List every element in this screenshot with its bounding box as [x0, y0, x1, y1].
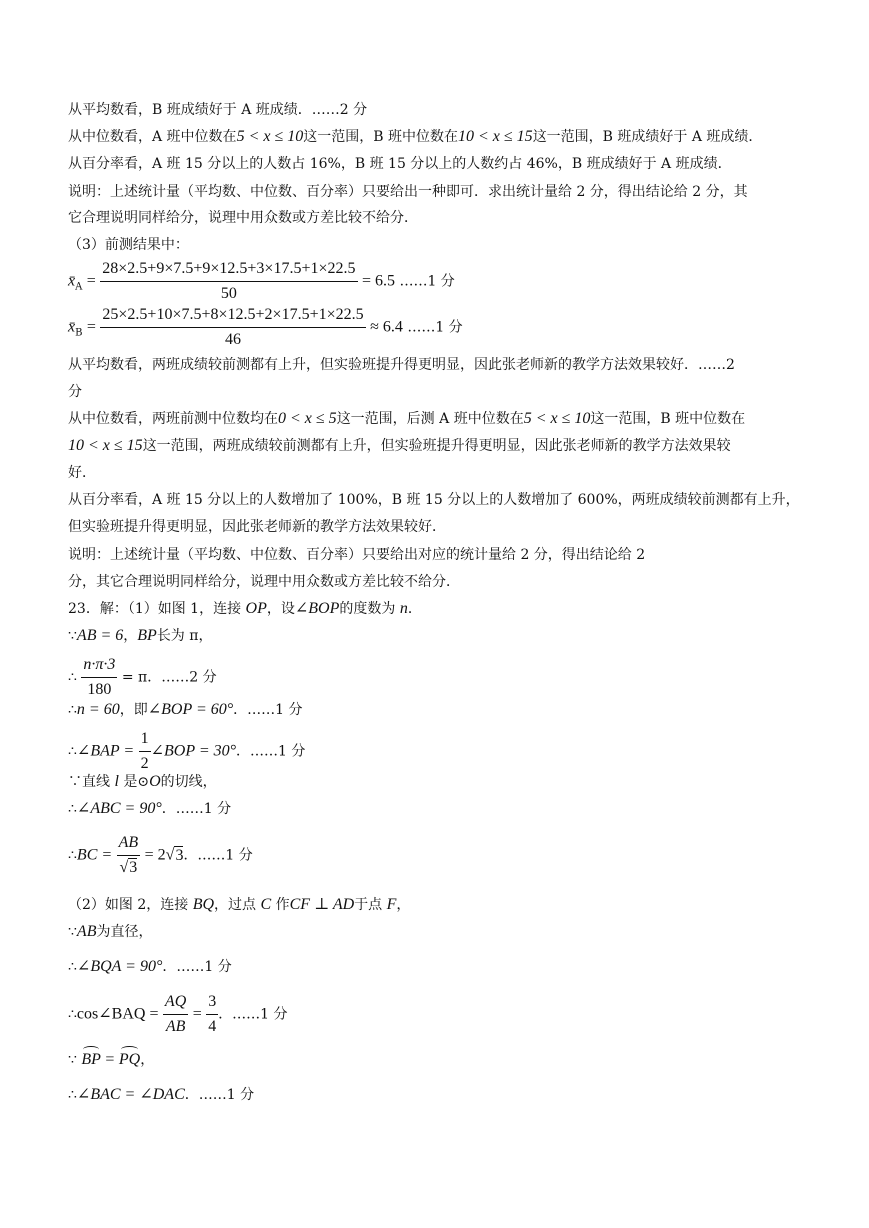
- text-segment: = π．……2 分: [121, 669, 217, 686]
- numerator: AQ: [163, 991, 188, 1015]
- text-line: 从平均数看，两班成绩较前测都有上升，但实验班提升得更明显，因此张老师新的教学方法效果较好．……2: [68, 357, 735, 373]
- text-segment: ．: [407, 601, 422, 617]
- math-expression: ∠BAC = ∠DAC: [76, 1086, 185, 1103]
- math-expression: C: [260, 896, 272, 913]
- math-expression: ∠BQA = 90°: [76, 958, 163, 975]
- because-symbol: ∵: [68, 628, 77, 644]
- text-segment: （2）如图 2，连接: [68, 897, 189, 913]
- numerator: n·π·3: [81, 654, 117, 678]
- text-segment: 这一范围，后测 A 班中位数在: [336, 411, 524, 427]
- text-line: 它合理说明同样给分，说理中用众数或方差比较不给分．: [68, 210, 418, 226]
- denominator: AB: [165, 1018, 186, 1035]
- math-expression: 10 < x ≤ 15: [68, 437, 143, 454]
- therefore-symbol: ∴: [68, 743, 77, 760]
- text-line: 但实验班提升得更明显，因此张老师新的教学方法效果较好．: [68, 519, 446, 535]
- math-expression: AB = 6: [76, 627, 124, 644]
- math-expression: l: [114, 773, 119, 790]
- denominator: 4: [208, 1018, 217, 1035]
- result: = 2: [144, 846, 166, 864]
- text-segment: ．……1 分: [233, 702, 303, 718]
- math-expression: ∠BOP = 60°: [147, 701, 234, 718]
- text-segment: ，: [123, 628, 138, 644]
- equals-sign: =: [105, 1051, 115, 1068]
- fraction: [163, 991, 188, 1038]
- text-line: [68, 128, 809, 146]
- arc-expression: PQ: [118, 1051, 141, 1068]
- text-line: 说明：上述统计量（平均数、中位数、百分率）只要给出对应的统计量给 2 分，得出结论给 2: [68, 547, 646, 563]
- numerator: 28×2.5+9×7.5+9×12.5+3×17.5+1×22.5: [100, 258, 357, 282]
- text-line: 分，其它合理说明同样给分，说理中用众数或方差比较不给分．: [68, 574, 460, 590]
- text-segment: ．……1 分: [218, 1006, 288, 1023]
- text-segment: 的切线，: [160, 774, 217, 790]
- question-23-heading: [68, 600, 809, 618]
- math-expression: O: [149, 773, 161, 790]
- result: ≈ 6.4: [370, 318, 403, 336]
- text-segment: 是⊙: [123, 774, 150, 790]
- text-segment: ．……1 分: [161, 801, 232, 817]
- text-segment: 从中位数看，两班前测中位数均在: [68, 411, 278, 427]
- therefore-symbol: ∴: [68, 801, 77, 817]
- denominator: 46: [225, 331, 242, 348]
- math-expression: n: [399, 600, 408, 617]
- math-expression: cos∠BAQ =: [76, 1005, 159, 1023]
- text-segment: 从中位数看，A 班中位数在: [68, 129, 237, 145]
- text-segment: ．……1 分: [184, 1087, 255, 1103]
- denominator: 3: [129, 859, 138, 876]
- text-segment: ，过点: [214, 897, 257, 913]
- mean-symbol: x̄: [68, 318, 76, 336]
- score-note: ……1 分: [407, 319, 463, 336]
- fraction: [206, 991, 218, 1038]
- numerator: 3: [206, 991, 218, 1015]
- text-line: 从百分率看，A 班 15 分以上的人数占 16%，B 班 15 分以上的人数约占 46%，B 班成绩好于 A 班成绩．: [68, 156, 732, 172]
- text-segment: ．……1 分: [162, 959, 232, 975]
- math-expression: ∠BAP =: [76, 742, 135, 760]
- text-line: 从百分率看，A 班 15 分以上的人数增加了 100%，B 班 15 分以上的人数增加了 600%，两班成绩较前测都有上升，: [68, 492, 800, 508]
- text-segment: ．……1 分: [183, 847, 253, 864]
- text-line: [68, 800, 809, 818]
- text-segment: ，: [140, 1052, 155, 1068]
- text-line: 好．: [68, 465, 96, 481]
- numerator: 1: [139, 728, 151, 752]
- text-segment: ，: [396, 897, 411, 913]
- text-segment: 这一范围，B 班成绩好于 A 班成绩．: [532, 129, 763, 145]
- text-segment: 长为 π，: [156, 628, 213, 644]
- score-note: ……1 分: [399, 273, 455, 290]
- formula-line: [68, 654, 809, 701]
- because-symbol: ∵: [68, 924, 77, 940]
- fraction: $\frac{AB}{√3}$: [118, 834, 139, 876]
- because-symbol: ∵: [68, 1052, 77, 1068]
- therefore-symbol: ∴: [68, 1006, 77, 1023]
- fraction: [100, 258, 357, 305]
- denominator: 180: [87, 681, 112, 698]
- text-line: [68, 773, 809, 791]
- math-expression: BC =: [76, 846, 113, 864]
- denominator: 50: [220, 285, 237, 302]
- text-line: 从平均数看，B 班成绩好于 A 班成绩．……2 分: [68, 102, 368, 118]
- therefore-symbol: ∴: [68, 847, 77, 864]
- text-line: [68, 923, 809, 941]
- mean-symbol: x̄: [68, 272, 76, 290]
- formula-mean-b: $x̄_B$ = $\frac{25\times 2.5+10\times 7.5+8\times 12.5+2\times 17.5+1\times 22.5}{46}$ ≈ 6.4 ……1 分: [68, 304, 809, 351]
- result: = 6.5: [361, 272, 395, 290]
- text-segment: 这一范围，B 班中位数在: [303, 129, 458, 145]
- therefore-symbol: ∴: [68, 959, 77, 975]
- text-line: [68, 410, 809, 428]
- text-line: 分: [68, 384, 82, 400]
- text-line: [68, 701, 809, 719]
- denominator: 2: [140, 755, 149, 772]
- text-line: [68, 627, 809, 645]
- text-segment: 23．解：（1）如图 1，连接: [68, 601, 242, 617]
- text-segment: ∵直线: [68, 774, 110, 790]
- math-expression: ∠BOP: [294, 600, 340, 617]
- subscript: B: [75, 327, 83, 339]
- text-line: 说明：上述统计量（平均数、中位数、百分率）只要给出一种即可．求出统计量给 2 分，得出结论给 2 分，其: [68, 184, 748, 200]
- text-segment: 的度数为: [339, 601, 396, 617]
- fraction: [81, 654, 117, 701]
- part-2-heading: [68, 896, 809, 914]
- math-expression: n = 60: [76, 701, 120, 718]
- math-expression: CF ⊥ AD: [289, 896, 355, 913]
- math-expression: 5 < x ≤ 10: [236, 128, 304, 145]
- formula-line: ∴cos∠BAQ = $\frac{AQ}{AB}$ = $\frac{3}{4}$ ．……1 分: [68, 991, 809, 1038]
- text-segment: 为直径，: [96, 924, 153, 940]
- text-line: [68, 1086, 809, 1104]
- text-segment: 这一范围，两班成绩较前测都有上升，但实验班提升得更明显，因此张老师新的教学方法效果较: [142, 438, 731, 454]
- math-expression: 5 < x ≤ 10: [523, 410, 591, 427]
- text-segment: ，设: [266, 601, 295, 617]
- arc-expression: BP: [81, 1051, 101, 1068]
- text-segment: ．……1 分: [236, 743, 306, 760]
- math-expression: 10 < x ≤ 15: [458, 128, 533, 145]
- fraction: [139, 728, 151, 775]
- therefore-symbol: ∴: [68, 702, 77, 718]
- formula-mean-a: $x̄_A$ = $\frac{28\times 2.5+9\times 7.5+9\times 12.5+3\times 17.5+1\times 22.5}{50}$ = 6.5 ……1 分: [68, 258, 809, 305]
- numerator: AB: [117, 832, 141, 856]
- math-expression: ∠BOP = 30°: [150, 742, 237, 760]
- formula-line: [68, 728, 809, 775]
- therefore-symbol: ∴: [68, 669, 77, 686]
- formula-line: ∴BC = $\frac{AB}{√3}$ = 2√3．……1 分: [68, 832, 809, 879]
- math-expression: AB: [76, 923, 97, 940]
- text-line: [68, 958, 809, 976]
- text-segment: 于点: [354, 897, 383, 913]
- text-segment: ，即: [119, 702, 148, 718]
- radicand: 3: [175, 846, 184, 864]
- math-expression: BQ: [192, 896, 215, 913]
- math-expression: BP: [137, 627, 157, 644]
- math-expression: OP: [245, 600, 267, 617]
- text-line: [68, 1051, 809, 1069]
- subscript: A: [75, 281, 83, 293]
- math-expression: 0 < x ≤ 5: [278, 410, 337, 427]
- text-segment: 作: [275, 897, 290, 913]
- math-expression: ∠ABC = 90°: [76, 800, 162, 817]
- fraction: [100, 304, 365, 351]
- section-heading: （3）前测结果中：: [68, 237, 189, 253]
- math-expression: F: [386, 896, 397, 913]
- numerator: 25×2.5+10×7.5+8×12.5+2×17.5+1×22.5: [100, 304, 365, 328]
- text-segment: 这一范围，B 班中位数在: [590, 411, 746, 427]
- therefore-symbol: ∴: [68, 1087, 77, 1103]
- text-line: [68, 437, 809, 455]
